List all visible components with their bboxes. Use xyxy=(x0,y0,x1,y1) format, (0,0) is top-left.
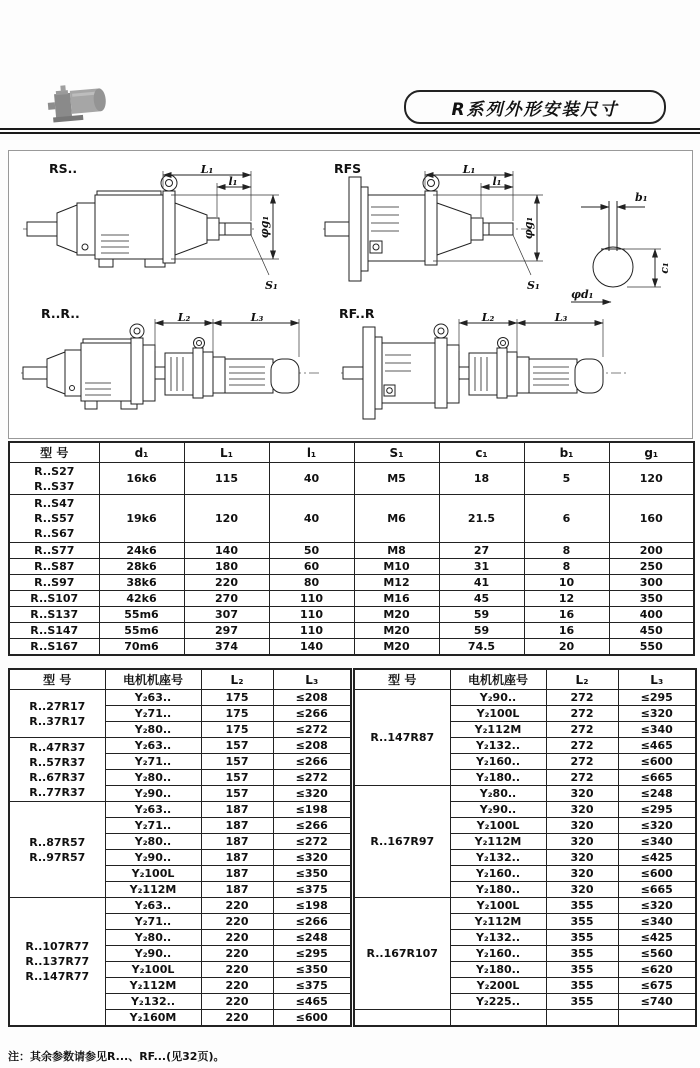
motor-value: ≤665 xyxy=(618,770,696,786)
motor-value: ≤350 xyxy=(273,866,351,882)
dim-value: 16k6 xyxy=(99,463,184,495)
dim-value: 307 xyxy=(184,607,269,623)
dim-value: 38k6 xyxy=(99,575,184,591)
dim-value: M6 xyxy=(354,495,439,543)
dim-value: 74.5 xyxy=(439,639,524,656)
column-header: c₁ xyxy=(439,442,524,463)
motor-value: ≤740 xyxy=(618,994,696,1010)
dim-value: 40 xyxy=(269,463,354,495)
dim-value: 41 xyxy=(439,575,524,591)
model-cell: R..S87 xyxy=(9,559,99,575)
motor-value: Y₂90.. xyxy=(105,786,201,802)
dim-value: 18 xyxy=(439,463,524,495)
motor-value: 355 xyxy=(546,898,618,914)
dim-value: 31 xyxy=(439,559,524,575)
motor-value: 355 xyxy=(546,978,618,994)
figure-label-rfs: RFS xyxy=(334,161,362,176)
dim-value: 270 xyxy=(184,591,269,607)
motor-value: ≤248 xyxy=(273,930,351,946)
column-header: L₂ xyxy=(201,669,273,690)
model-cell: R..27R17 R..37R17 xyxy=(9,690,105,738)
motor-value: Y₂132.. xyxy=(105,994,201,1010)
motor-value: ≤340 xyxy=(618,834,696,850)
motor-value: Y₂132.. xyxy=(450,850,546,866)
dim-value: M5 xyxy=(354,463,439,495)
model-cell: R..S47 R..S57 R..S67 xyxy=(9,495,99,543)
dim-value: 250 xyxy=(609,559,694,575)
motor-value: ≤375 xyxy=(273,882,351,898)
column-header: g₁ xyxy=(609,442,694,463)
dim-label-d1: φd₁ xyxy=(571,288,594,301)
motor-value: 272 xyxy=(546,770,618,786)
motor-value: ≤465 xyxy=(618,738,696,754)
dim-label-c1: c₁ xyxy=(658,262,671,274)
dim-label-L3: L₃ xyxy=(554,311,568,324)
motor-value: ≤320 xyxy=(273,850,351,866)
header-rule xyxy=(0,128,700,134)
motor-value: Y₂160M xyxy=(105,1010,201,1027)
column-header: L₂ xyxy=(546,669,618,690)
dim-value: 10 xyxy=(524,575,609,591)
dim-value: M10 xyxy=(354,559,439,575)
motor-value: 157 xyxy=(201,770,273,786)
motor-value: ≤266 xyxy=(273,754,351,770)
dim-value: 140 xyxy=(269,639,354,656)
dim-label-b1: b₁ xyxy=(635,191,648,204)
dim-value: 40 xyxy=(269,495,354,543)
motor-value: 187 xyxy=(201,850,273,866)
dim-value: 55m6 xyxy=(99,623,184,639)
dim-value: 110 xyxy=(269,623,354,639)
motor-value xyxy=(450,1010,546,1027)
dim-value: 110 xyxy=(269,591,354,607)
dim-value: M8 xyxy=(354,543,439,559)
motor-value: 355 xyxy=(546,914,618,930)
table-row xyxy=(9,559,694,575)
model-cell: R..S97 xyxy=(9,575,99,591)
figure-rr xyxy=(19,311,329,435)
figure-label-rfr: RF..R xyxy=(339,306,375,321)
motor-value: 187 xyxy=(201,834,273,850)
motor-value: Y₂80.. xyxy=(105,834,201,850)
dim-label-L2: L₂ xyxy=(177,311,191,324)
motor-value: ≤320 xyxy=(618,706,696,722)
motor-value: Y₂100L xyxy=(105,962,201,978)
shaft-section-outline xyxy=(593,201,633,287)
dim-label-L2: L₂ xyxy=(481,311,495,324)
motor-value: ≤208 xyxy=(273,738,351,754)
motor-value: Y₂112M xyxy=(450,914,546,930)
dim-value: 120 xyxy=(609,463,694,495)
motor-value: 187 xyxy=(201,818,273,834)
motor-value: 272 xyxy=(546,754,618,770)
motor-value: ≤600 xyxy=(273,1010,351,1027)
motor-tables xyxy=(8,668,693,1027)
model-cell: R..167R107 xyxy=(354,898,450,1010)
column-header: L₃ xyxy=(618,669,696,690)
dim-value: 60 xyxy=(269,559,354,575)
column-header: S₁ xyxy=(354,442,439,463)
table-row xyxy=(9,495,694,543)
motor-value: ≤600 xyxy=(618,754,696,770)
motor-value: Y₂90.. xyxy=(105,946,201,962)
dim-value: 16 xyxy=(524,607,609,623)
dim-value: M20 xyxy=(354,623,439,639)
motor-value: ≤272 xyxy=(273,834,351,850)
motor-value: Y₂71.. xyxy=(105,818,201,834)
dim-value: 200 xyxy=(609,543,694,559)
motor-value: 320 xyxy=(546,818,618,834)
motor-value: Y₂132.. xyxy=(450,930,546,946)
motor-value: Y₂180.. xyxy=(450,882,546,898)
dim-value: 8 xyxy=(524,559,609,575)
dim-label-g1: φg₁ xyxy=(258,215,271,239)
motor-value: Y₂100L xyxy=(450,706,546,722)
motor-value: Y₂200L xyxy=(450,978,546,994)
column-header: 型 号 xyxy=(9,669,105,690)
dim-label-L1: L₁ xyxy=(462,165,476,176)
motor-value: 355 xyxy=(546,946,618,962)
motor-value: ≤320 xyxy=(618,818,696,834)
dimensions xyxy=(155,311,299,357)
table-row xyxy=(9,690,351,706)
motor-value xyxy=(546,1010,618,1027)
dim-value: 6 xyxy=(524,495,609,543)
motor-value: ≤198 xyxy=(273,898,351,914)
motor-value: Y₂160.. xyxy=(450,754,546,770)
motor-value: Y₂100L xyxy=(450,898,546,914)
motor-value: 220 xyxy=(201,898,273,914)
table-row xyxy=(354,690,696,706)
motor-value: Y₂112M xyxy=(450,722,546,738)
motor-value: Y₂63.. xyxy=(105,738,201,754)
dim-label-g1: φg₁ xyxy=(522,216,535,240)
table-row xyxy=(9,607,694,623)
motor-value: 272 xyxy=(546,722,618,738)
motor-value: ≤425 xyxy=(618,850,696,866)
dim-value: 140 xyxy=(184,543,269,559)
reducer-outline xyxy=(27,175,251,267)
motor-value: 187 xyxy=(201,802,273,818)
motor-value: Y₂80.. xyxy=(450,786,546,802)
column-header: 型 号 xyxy=(354,669,450,690)
column-header: l₁ xyxy=(269,442,354,463)
motor-value: ≤620 xyxy=(618,962,696,978)
motor-value: 355 xyxy=(546,930,618,946)
motor-value: 320 xyxy=(546,786,618,802)
dim-value: 70m6 xyxy=(99,639,184,656)
model-cell: R..S147 xyxy=(9,623,99,639)
figure-rs xyxy=(21,165,301,301)
motor-value: ≤600 xyxy=(618,866,696,882)
motor-value: Y₂80.. xyxy=(105,770,201,786)
motor-value: ≤295 xyxy=(618,690,696,706)
dim-value: 45 xyxy=(439,591,524,607)
dim-value: 220 xyxy=(184,575,269,591)
figure-label-rs: RS.. xyxy=(49,161,78,176)
motor-value: 220 xyxy=(201,962,273,978)
motor-value: ≤266 xyxy=(273,914,351,930)
motor-value: Y₂71.. xyxy=(105,914,201,930)
column-header: 电机机座号 xyxy=(105,669,201,690)
motor-value: Y₂90.. xyxy=(450,690,546,706)
motor-value: ≤320 xyxy=(618,898,696,914)
dim-value: 12 xyxy=(524,591,609,607)
motor-value: 157 xyxy=(201,738,273,754)
column-header: b₁ xyxy=(524,442,609,463)
motor-value: ≤272 xyxy=(273,770,351,786)
motor-value: ≤465 xyxy=(273,994,351,1010)
dim-value: 28k6 xyxy=(99,559,184,575)
motor-value: Y₂80.. xyxy=(105,930,201,946)
dimensions xyxy=(459,311,603,357)
dim-value: 27 xyxy=(439,543,524,559)
motor-value: 355 xyxy=(546,962,618,978)
table-row xyxy=(9,575,694,591)
dim-label-S1: S₁ xyxy=(527,279,540,292)
motor-value: ≤560 xyxy=(618,946,696,962)
motor-value: ≤375 xyxy=(273,978,351,994)
motor-value: 220 xyxy=(201,994,273,1010)
table-row xyxy=(9,543,694,559)
motor-value: 320 xyxy=(546,850,618,866)
reducer-outline xyxy=(325,175,513,281)
dim-value: 5 xyxy=(524,463,609,495)
motor-value: 220 xyxy=(201,930,273,946)
motor-value: ≤675 xyxy=(618,978,696,994)
motor-value: 320 xyxy=(546,882,618,898)
dim-value: 450 xyxy=(609,623,694,639)
dim-value: 19k6 xyxy=(99,495,184,543)
motor-value: Y₂112M xyxy=(105,882,201,898)
table-header-row xyxy=(354,669,696,690)
motor-value: ≤320 xyxy=(273,786,351,802)
model-cell: R..S137 xyxy=(9,607,99,623)
motor-value: 320 xyxy=(546,802,618,818)
column-header: 电机机座号 xyxy=(450,669,546,690)
footnote: 注：其余参数请参见R...、RF...(见32页)。 xyxy=(8,1050,225,1063)
dim-value: 180 xyxy=(184,559,269,575)
model-cell: R..167R97 xyxy=(354,786,450,898)
table-row xyxy=(9,623,694,639)
motor-table-right xyxy=(353,668,697,1027)
motor-value: Y₂180.. xyxy=(450,962,546,978)
model-cell: R..107R77 R..137R77 R..147R77 xyxy=(9,898,105,1027)
motor-value: ≤350 xyxy=(273,962,351,978)
motor-value: ≤248 xyxy=(618,786,696,802)
motor-value: ≤266 xyxy=(273,818,351,834)
motor-value: 220 xyxy=(201,914,273,930)
table-row xyxy=(354,786,696,802)
figure-label-rr: R..R.. xyxy=(41,306,80,321)
motor-value: 220 xyxy=(201,1010,273,1027)
motor-value: 175 xyxy=(201,690,273,706)
model-cell: R..S77 xyxy=(9,543,99,559)
motor-value: Y₂63.. xyxy=(105,898,201,914)
table-row xyxy=(9,639,694,656)
dim-value: 350 xyxy=(609,591,694,607)
motor-value: Y₂80.. xyxy=(105,722,201,738)
model-cell xyxy=(354,1010,450,1027)
dim-value: 20 xyxy=(524,639,609,656)
motor-value xyxy=(618,1010,696,1027)
column-header: L₃ xyxy=(273,669,351,690)
motor-value: 187 xyxy=(201,866,273,882)
motor-value: Y₂100L xyxy=(450,818,546,834)
table-row xyxy=(354,1010,696,1027)
model-cell: R..S107 xyxy=(9,591,99,607)
motor-value: Y₂225.. xyxy=(450,994,546,1010)
table-row xyxy=(9,898,351,914)
model-cell: R..S27 R..S37 xyxy=(9,463,99,495)
dim-value: 50 xyxy=(269,543,354,559)
reducer-outline xyxy=(23,324,299,409)
product-photo xyxy=(46,80,116,126)
motor-table-left xyxy=(8,668,352,1027)
motor-value: ≤266 xyxy=(273,706,351,722)
motor-value: Y₂71.. xyxy=(105,754,201,770)
dim-value: 110 xyxy=(269,607,354,623)
drawings-panel xyxy=(8,150,693,439)
dim-value: 59 xyxy=(439,623,524,639)
dim-value: 160 xyxy=(609,495,694,543)
motor-value: Y₂100L xyxy=(105,866,201,882)
dim-value: 16 xyxy=(524,623,609,639)
motor-value: Y₂71.. xyxy=(105,706,201,722)
dim-value: 24k6 xyxy=(99,543,184,559)
dim-label-L3: L₃ xyxy=(250,311,264,324)
dim-value: 21.5 xyxy=(439,495,524,543)
column-header: d₁ xyxy=(99,442,184,463)
dim-value: 400 xyxy=(609,607,694,623)
column-header: 型 号 xyxy=(9,442,99,463)
dim-value: 115 xyxy=(184,463,269,495)
motor-value: 272 xyxy=(546,706,618,722)
reducer-outline xyxy=(343,324,603,419)
motor-value: Y₂90.. xyxy=(450,802,546,818)
motor-value: 220 xyxy=(201,978,273,994)
dim-value: 59 xyxy=(439,607,524,623)
motor-value: 320 xyxy=(546,866,618,882)
motor-value: 187 xyxy=(201,882,273,898)
motor-value: ≤208 xyxy=(273,690,351,706)
motor-value: 272 xyxy=(546,690,618,706)
dim-label-l1: l₁ xyxy=(492,175,502,188)
dim-value: M20 xyxy=(354,607,439,623)
motor-value: ≤295 xyxy=(273,946,351,962)
dim-value: M12 xyxy=(354,575,439,591)
motor-value: ≤198 xyxy=(273,802,351,818)
dim-value: 374 xyxy=(184,639,269,656)
motor-value: Y₂180.. xyxy=(450,770,546,786)
motor-value: 220 xyxy=(201,946,273,962)
dim-label-l1: l₁ xyxy=(228,175,238,188)
motor-value: ≤425 xyxy=(618,930,696,946)
motor-value: 175 xyxy=(201,706,273,722)
dim-value: M16 xyxy=(354,591,439,607)
dim-value: 300 xyxy=(609,575,694,591)
motor-value: Y₂160.. xyxy=(450,866,546,882)
figure-shaft-section xyxy=(565,185,690,320)
table-row xyxy=(9,463,694,495)
dim-label-L1: L₁ xyxy=(200,165,214,176)
page-title-box xyxy=(404,90,666,124)
dim-value: M20 xyxy=(354,639,439,656)
dim-value: 55m6 xyxy=(99,607,184,623)
dim-value: 550 xyxy=(609,639,694,656)
motor-value: 157 xyxy=(201,786,273,802)
table-header-row xyxy=(9,442,694,463)
dimension-table xyxy=(8,441,695,656)
table-row xyxy=(354,898,696,914)
table-header-row xyxy=(9,669,351,690)
page-title: R系列外形安装尺寸 xyxy=(451,99,619,120)
column-header: L₁ xyxy=(184,442,269,463)
table-row xyxy=(9,591,694,607)
motor-value: 355 xyxy=(546,994,618,1010)
dim-value: 42k6 xyxy=(99,591,184,607)
motor-value: 272 xyxy=(546,738,618,754)
figure-rfs xyxy=(321,165,571,301)
table-row xyxy=(9,802,351,818)
motor-value: ≤340 xyxy=(618,914,696,930)
motor-value: Y₂112M xyxy=(450,834,546,850)
motor-value: ≤272 xyxy=(273,722,351,738)
model-cell: R..S167 xyxy=(9,639,99,656)
motor-value: Y₂63.. xyxy=(105,802,201,818)
motor-value: ≤340 xyxy=(618,722,696,738)
motor-value: ≤665 xyxy=(618,882,696,898)
motor-value: 175 xyxy=(201,722,273,738)
figure-rfr xyxy=(339,311,689,435)
dim-value: 8 xyxy=(524,543,609,559)
motor-value: 157 xyxy=(201,754,273,770)
motor-value: Y₂90.. xyxy=(105,850,201,866)
dim-value: 80 xyxy=(269,575,354,591)
motor-value: Y₂112M xyxy=(105,978,201,994)
motor-value: ≤295 xyxy=(618,802,696,818)
motor-value: Y₂132.. xyxy=(450,738,546,754)
table-row xyxy=(9,738,351,754)
motor-value: Y₂63.. xyxy=(105,690,201,706)
model-cell: R..47R37 R..57R37 R..67R37 R..77R37 xyxy=(9,738,105,802)
model-cell: R..87R57 R..97R57 xyxy=(9,802,105,898)
dim-value: 120 xyxy=(184,495,269,543)
model-cell: R..147R87 xyxy=(354,690,450,786)
dim-value: 297 xyxy=(184,623,269,639)
motor-value: 320 xyxy=(546,834,618,850)
dim-label-S1: S₁ xyxy=(265,279,278,292)
motor-value: Y₂160.. xyxy=(450,946,546,962)
